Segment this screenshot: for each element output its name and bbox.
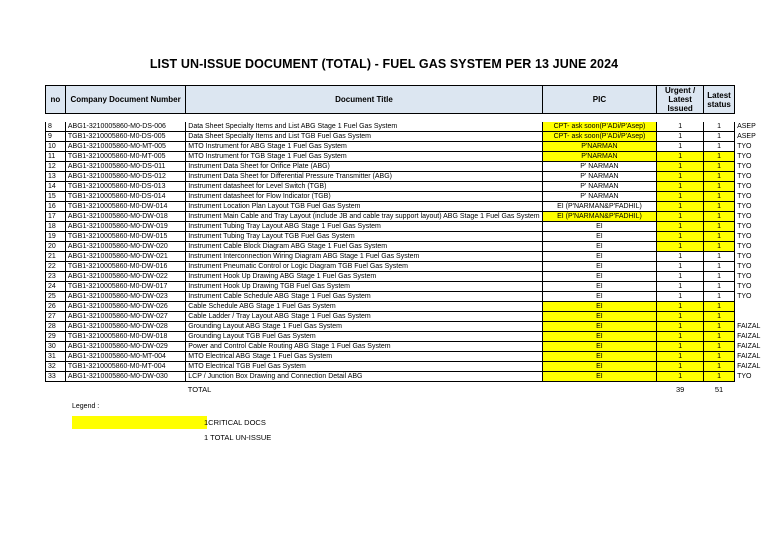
doc-title: Instrument Interconnection Wiring Diagram ABG Stage 1 Fuel Gas System (186, 252, 542, 262)
urgent-cell: 1 (657, 172, 704, 182)
table-row (46, 182, 768, 192)
remark-cell: TYO (737, 263, 752, 270)
doc-number: TGB1-3210005860-M0-DW-015 (65, 232, 185, 242)
doc-number: ABG1-3210005860-M0-DW-018 (65, 212, 185, 222)
table-row (46, 362, 768, 372)
doc-title: Instrument Pneumatic Control or Logic Diagram TGB Fuel Gas System (186, 262, 542, 272)
doc-number: ABG1-3210005860-M0-DW-020 (65, 242, 185, 252)
table-row (46, 172, 768, 182)
table-row (46, 372, 768, 382)
doc-number: TGB1-3210005860-M0-DW-017 (65, 282, 185, 292)
urgent-cell: 1 (657, 182, 704, 192)
table-row (46, 282, 768, 292)
urgent-cell: 1 (657, 372, 704, 382)
latest-cell: 1 (704, 322, 735, 332)
doc-number: ABG1-3210005860-M0-DW-019 (65, 222, 185, 232)
latest-cell: 1 (704, 132, 735, 142)
urgent-cell: 1 (657, 122, 704, 132)
table-row (46, 132, 768, 142)
document-table (45, 85, 768, 396)
doc-title: MTO Electrical TGB Fuel Gas System (186, 362, 542, 372)
table-row (46, 242, 768, 252)
doc-number: TGB1-3210005860-M0-DS-005 (65, 132, 185, 142)
legend-title: Legend : (72, 403, 100, 410)
doc-number: ABG1-3210005860-M0-DW-028 (65, 322, 185, 332)
pic-cell: EI (542, 332, 657, 342)
doc-title: MTO Electrical ABG Stage 1 Fuel Gas System (186, 352, 542, 362)
row-number: 27 (46, 312, 66, 322)
latest-cell: 1 (704, 182, 735, 192)
remark-cell: TYO (737, 143, 752, 150)
pic-cell: EI (542, 342, 657, 352)
row-number: 32 (46, 362, 66, 372)
doc-title: Instrument Location Plan Layout TGB Fuel Gas System (186, 202, 542, 212)
row-number: 19 (46, 232, 66, 242)
header-doc-title: Document Title (186, 86, 542, 114)
latest-cell: 1 (704, 172, 735, 182)
table-row (46, 222, 768, 232)
latest-cell: 1 (704, 262, 735, 272)
doc-number: ABG1-3210005860-M0-DS-011 (65, 162, 185, 172)
doc-title: Grounding Layout TGB Fuel Gas System (186, 332, 542, 342)
table-row (46, 322, 768, 332)
total-latest: 51 (714, 384, 724, 394)
pic-cell: EI (542, 322, 657, 332)
table-row (46, 292, 768, 302)
pic-cell: P' NARMAN (542, 162, 657, 172)
row-number: 17 (46, 212, 66, 222)
doc-number: ABG1-3210005860-M0-MT-005 (65, 142, 185, 152)
row-number: 16 (46, 202, 66, 212)
latest-cell: 1 (704, 372, 735, 382)
remark-cell: TYO (737, 183, 752, 190)
latest-cell: 1 (704, 352, 735, 362)
table-row (46, 302, 768, 312)
doc-title: Instrument datasheet for Level Switch (TGB) (186, 182, 542, 192)
row-number: 8 (46, 122, 66, 132)
table-row (46, 272, 768, 282)
doc-title: Cable Schedule ABG Stage 1 Fuel Gas System (186, 302, 542, 312)
latest-cell: 1 (704, 242, 735, 252)
pic-cell: EI (542, 252, 657, 262)
row-number: 28 (46, 322, 66, 332)
table-row (46, 332, 768, 342)
pic-cell: EI (542, 312, 657, 322)
latest-cell: 1 (704, 202, 735, 212)
total-empty (65, 382, 185, 397)
pic-cell: EI (542, 352, 657, 362)
doc-number: TGB1-3210005860-M0-DW-018 (65, 332, 185, 342)
total-empty (46, 382, 66, 397)
doc-title: Instrument Cable Schedule ABG Stage 1 Fuel Gas System (186, 292, 542, 302)
doc-number: ABG1-3210005860-M0-DS-012 (65, 172, 185, 182)
urgent-cell: 1 (657, 242, 704, 252)
page-title: LIST UN-ISSUE DOCUMENT (TOTAL) - FUEL GAS SYSTEM PER 13 JUNE 2024 (149, 57, 619, 71)
latest-cell: 1 (704, 272, 735, 282)
table-row (46, 232, 768, 242)
pic-cell: CPT- ask soon(P'ADi/P'Asep) (542, 132, 657, 142)
remark-cell: FAIZAL (737, 333, 761, 340)
header-latest: Latest status (704, 86, 735, 114)
remark-cell: TYO (737, 233, 752, 240)
row-number: 22 (46, 262, 66, 272)
pic-cell: P' NARMAN (542, 172, 657, 182)
pic-cell: EI (542, 242, 657, 252)
pic-cell: EI (P'NARMAN&P'FADHIL) (542, 212, 657, 222)
latest-cell: 1 (704, 312, 735, 322)
table-row (46, 312, 768, 322)
latest-cell: 1 (704, 152, 735, 162)
remark-cell: TYO (737, 283, 752, 290)
total-label: TOTAL (187, 384, 212, 394)
urgent-cell: 1 (657, 292, 704, 302)
pic-cell: EI (P'NARMAN&P'FADHIL) (542, 202, 657, 212)
doc-title: Instrument datasheet for Flow Indicator (TGB) (186, 192, 542, 202)
doc-title: Grounding Layout ABG Stage 1 Fuel Gas System (186, 322, 542, 332)
row-number: 23 (46, 272, 66, 282)
doc-title: Instrument Hook Up Drawing TGB Fuel Gas System (186, 282, 542, 292)
total-urgent: 39 (675, 384, 685, 394)
doc-number: TGB1-3210005860-M0-DS-014 (65, 192, 185, 202)
row-number: 11 (46, 152, 66, 162)
pic-cell: P'NARMAN (542, 152, 657, 162)
doc-number: ABG1-3210005860-M0-DW-029 (65, 342, 185, 352)
row-number: 9 (46, 132, 66, 142)
urgent-cell: 1 (657, 332, 704, 342)
legend-count: 1 (204, 433, 209, 442)
row-number: 31 (46, 352, 66, 362)
doc-title: Instrument Hook Up Drawing ABG Stage 1 Fuel Gas System (186, 272, 542, 282)
latest-cell: 1 (704, 122, 735, 132)
urgent-cell: 1 (657, 342, 704, 352)
spacer-row (46, 114, 768, 123)
doc-title: Instrument Main Cable and Tray Layout (include JB and cable tray support layout) ABG Stage 1 Fuel Gas System (186, 212, 542, 222)
latest-cell: 1 (704, 342, 735, 352)
remark-cell: TYO (737, 243, 752, 250)
row-number: 12 (46, 162, 66, 172)
doc-number: TGB1-3210005860-M0-DW-014 (65, 202, 185, 212)
table-row (46, 162, 768, 172)
table-row (46, 152, 768, 162)
doc-number: ABG1-3210005860-M0-DW-022 (65, 272, 185, 282)
urgent-cell: 1 (657, 152, 704, 162)
latest-cell: 1 (704, 222, 735, 232)
doc-title: Instrument Data Sheet for Orifice Plate (ABG) (186, 162, 542, 172)
pic-cell: EI (542, 222, 657, 232)
remark-cell: TYO (737, 163, 752, 170)
remark-cell: FAIZAL (737, 353, 761, 360)
doc-title: Data Sheet Specialty Items and List ABG Stage 1 Fuel Gas System (186, 122, 542, 132)
row-number: 21 (46, 252, 66, 262)
legend-label: CRITICAL DOCS (208, 418, 266, 427)
pic-cell: EI (542, 302, 657, 312)
urgent-cell: 1 (657, 272, 704, 282)
doc-title: Cable Ladder / Tray Layout ABG Stage 1 Fuel Gas System (186, 312, 542, 322)
table-row (46, 262, 768, 272)
urgent-cell: 1 (657, 142, 704, 152)
pic-cell: P' NARMAN (542, 182, 657, 192)
doc-number: TGB1-3210005860-M0-MT-005 (65, 152, 185, 162)
latest-cell: 1 (704, 232, 735, 242)
pic-cell: EI (542, 292, 657, 302)
row-number: 33 (46, 372, 66, 382)
header-row (46, 86, 768, 114)
latest-cell: 1 (704, 292, 735, 302)
row-number: 14 (46, 182, 66, 192)
latest-cell: 1 (704, 282, 735, 292)
doc-number: ABG1-3210005860-M0-DW-026 (65, 302, 185, 312)
row-number: 30 (46, 342, 66, 352)
row-number: 10 (46, 142, 66, 152)
urgent-cell: 1 (657, 362, 704, 372)
doc-title: Instrument Data Sheet for Differential Pressure Transmitter (ABG) (186, 172, 542, 182)
row-number: 20 (46, 242, 66, 252)
remark-cell: FAIZAL (737, 343, 761, 350)
remark-cell: ASEP (737, 133, 756, 140)
latest-cell: 1 (704, 332, 735, 342)
remark-cell: FAIZAL (737, 363, 761, 370)
remark-cell: TYO (737, 203, 752, 210)
table-row (46, 252, 768, 262)
remark-cell: TYO (737, 223, 752, 230)
latest-cell: 1 (704, 302, 735, 312)
urgent-cell: 1 (657, 222, 704, 232)
remark-cell (735, 312, 768, 322)
table-row (46, 212, 768, 222)
latest-cell: 1 (704, 212, 735, 222)
doc-number: TGB1-3210005860-M0-MT-004 (65, 362, 185, 372)
total-empty (735, 382, 768, 397)
pic-cell: P'NARMAN (542, 142, 657, 152)
pic-cell: P' NARMAN (542, 192, 657, 202)
doc-title: MTO Instrument for ABG Stage 1 Fuel Gas System (186, 142, 542, 152)
row-number: 24 (46, 282, 66, 292)
remark-cell: TYO (737, 253, 752, 260)
header-empty (735, 86, 768, 114)
urgent-cell: 1 (657, 202, 704, 212)
table-row (46, 142, 768, 152)
pic-cell: EI (542, 372, 657, 382)
table-row (46, 122, 768, 132)
remark-cell: FAIZAL (737, 323, 761, 330)
doc-number: ABG1-3210005860-M0-MT-004 (65, 352, 185, 362)
doc-number: ABG1-3210005860-M0-DS-006 (65, 122, 185, 132)
row-number: 25 (46, 292, 66, 302)
urgent-cell: 1 (657, 232, 704, 242)
remark-cell: ASEP (737, 123, 756, 131)
urgent-cell: 1 (657, 192, 704, 202)
doc-title: Power and Control Cable Routing ABG Stage 1 Fuel Gas System (186, 342, 542, 352)
urgent-cell: 1 (657, 162, 704, 172)
header-pic: PIC (542, 86, 657, 114)
table-row (46, 202, 768, 212)
doc-title: Instrument Cable Block Diagram ABG Stage 1 Fuel Gas System (186, 242, 542, 252)
urgent-cell: 1 (657, 212, 704, 222)
pic-cell: EI (542, 232, 657, 242)
urgent-cell: 1 (657, 302, 704, 312)
latest-cell: 1 (704, 362, 735, 372)
legend-item-critical (204, 418, 266, 427)
urgent-cell: 1 (657, 282, 704, 292)
remark-cell: TYO (737, 193, 752, 200)
row-number: 15 (46, 192, 66, 202)
doc-title: MTO Instrument for TGB Stage 1 Fuel Gas System (186, 152, 542, 162)
legend-label: TOTAL UN-ISSUE (210, 433, 272, 442)
doc-title: Data Sheet Specialty Items and List TGB Fuel Gas System (186, 132, 542, 142)
header-no: no (46, 86, 66, 114)
pic-cell: EI (542, 362, 657, 372)
doc-number: ABG1-3210005860-M0-DW-021 (65, 252, 185, 262)
row-number: 29 (46, 332, 66, 342)
total-empty (542, 382, 657, 397)
pic-cell: EI (542, 282, 657, 292)
table-row (46, 192, 768, 202)
table-row (46, 342, 768, 352)
legend-item-total (204, 433, 271, 442)
total-row (46, 382, 768, 397)
urgent-cell: 1 (657, 132, 704, 142)
doc-number: ABG1-3210005860-M0-DW-027 (65, 312, 185, 322)
row-number: 13 (46, 172, 66, 182)
latest-cell: 1 (704, 162, 735, 172)
doc-number: TGB1-3210005860-M0-DS-013 (65, 182, 185, 192)
row-number: 18 (46, 222, 66, 232)
urgent-cell: 1 (657, 352, 704, 362)
doc-number: ABG1-3210005860-M0-DW-023 (65, 292, 185, 302)
doc-title: Instrument Tubing Tray Layout TGB Fuel Gas System (186, 232, 542, 242)
latest-cell: 1 (704, 192, 735, 202)
pic-cell: EI (542, 262, 657, 272)
remark-cell: TYO (737, 213, 752, 220)
doc-title: Instrument Tubing Tray Layout ABG Stage 1 Fuel Gas System (186, 222, 542, 232)
header-doc-number: Company Document Number (65, 86, 185, 114)
remark-cell: TYO (737, 293, 752, 300)
urgent-cell: 1 (657, 322, 704, 332)
remark-cell (735, 302, 768, 312)
remark-cell: TYO (737, 153, 752, 160)
legend-count: 1 (204, 418, 209, 427)
urgent-cell: 1 (657, 312, 704, 322)
table-row (46, 352, 768, 362)
remark-cell: TYO (737, 373, 752, 380)
pic-cell: EI (542, 272, 657, 282)
doc-number: ABG1-3210005860-M0-DW-030 (65, 372, 185, 382)
row-number: 26 (46, 302, 66, 312)
remark-cell: TYO (737, 173, 752, 180)
header-urgent: Urgent / Latest Issued (657, 86, 704, 114)
latest-cell: 1 (704, 252, 735, 262)
remark-cell: TYO (737, 273, 752, 280)
urgent-cell: 1 (657, 262, 704, 272)
doc-number: TGB1-3210005860-M0-DW-016 (65, 262, 185, 272)
pic-cell: CPT- ask soon(P'ADi/P'Asep) (542, 122, 657, 132)
doc-title: LCP / Junction Box Drawing and Connection Detail ABG (186, 372, 542, 382)
legend-swatch-critical (72, 416, 207, 429)
latest-cell: 1 (704, 142, 735, 152)
urgent-cell: 1 (657, 252, 704, 262)
